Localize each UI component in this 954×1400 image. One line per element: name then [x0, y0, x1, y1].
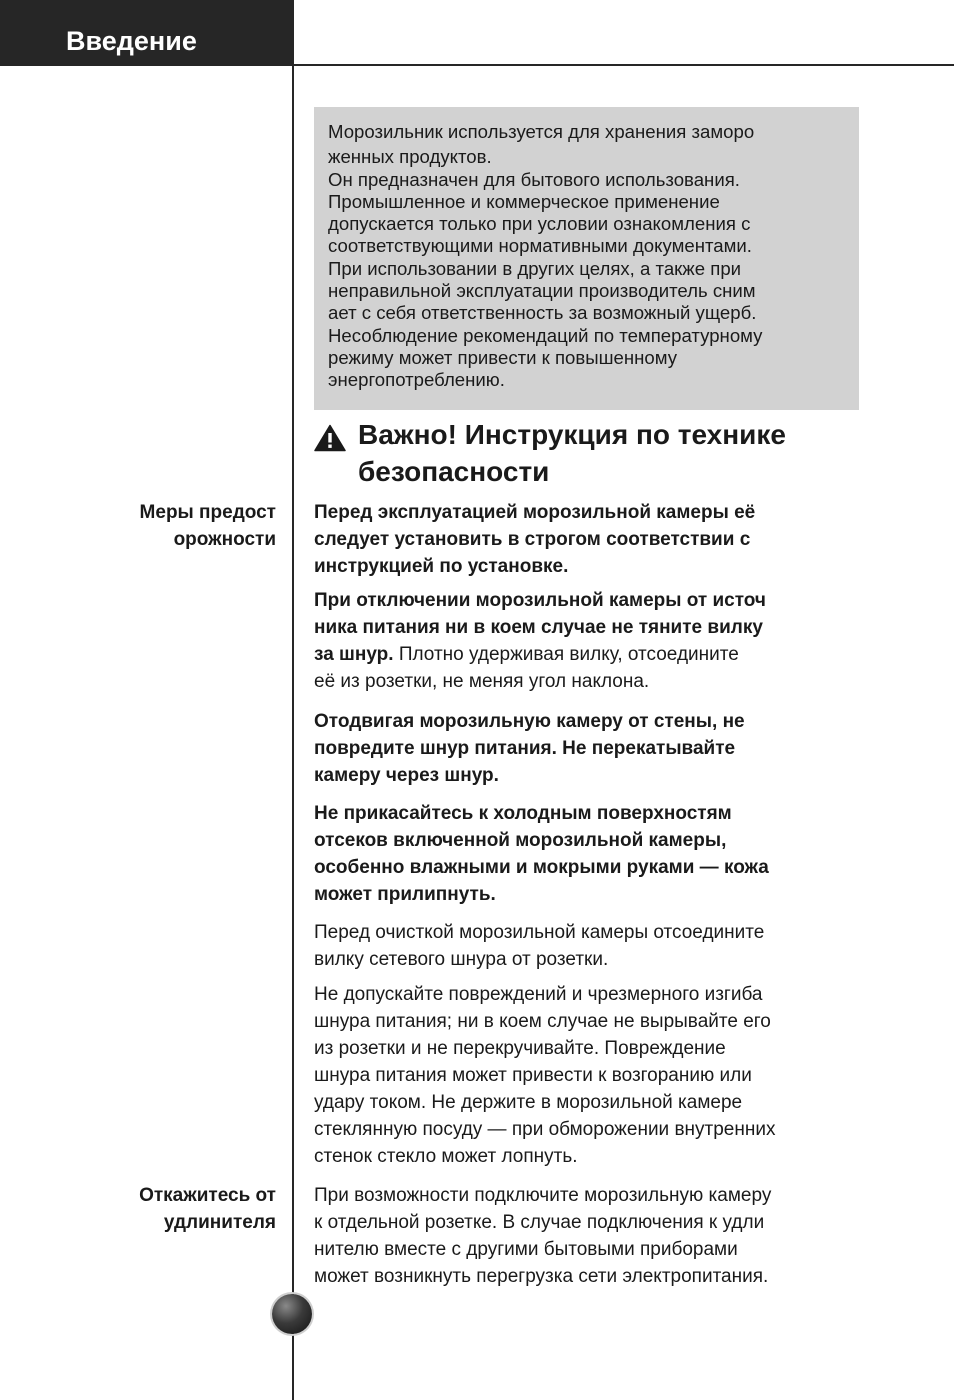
paragraph-line: удару током. Не держите в морозильной камере: [314, 1092, 743, 1113]
paragraph-cold-surfaces: [314, 800, 874, 908]
info-line: Несоблюдение рекомендаций по температурному: [328, 324, 763, 346]
paragraph-line: следует установить в строгом соответствии с: [314, 529, 751, 550]
paragraph-line: шнура питания может привести к возгоранию или: [314, 1065, 752, 1086]
paragraph-line: особенно влажными и мокрыми руками — кожа: [314, 857, 769, 878]
paragraph-line: ника питания ни в коем случае не тяните вилку: [314, 617, 763, 638]
info-line: Он предназначен для бытового использования.: [328, 168, 740, 190]
info-line: энергопотреблению.: [328, 369, 505, 391]
paragraph-line: шнура питания; ни в коем случае не вырывайте его: [314, 1011, 771, 1032]
header-tab: [0, 0, 294, 66]
paragraph-line: Не прикасайтесь к холодным поверхностям: [314, 803, 732, 824]
paragraph-installation: [314, 499, 874, 580]
side-label-precautions: [140, 499, 276, 553]
paragraph-bold-fragment: за шнур.: [314, 644, 394, 665]
info-line: неправильной эксплуатации производитель сним: [328, 280, 756, 302]
info-line: ает с себя ответственность за возможный ущерб.: [328, 302, 757, 324]
paragraph-normal-fragment: Плотно удерживая вилку, отсоедините: [393, 644, 739, 665]
paragraph-line: вилку сетевого шнура от розетки.: [314, 949, 609, 970]
info-box: [314, 107, 859, 410]
info-line: При использовании в других целях, а также при: [328, 257, 742, 279]
paragraph-line: повредите шнур питания. Не перекатывайте: [314, 738, 736, 759]
paragraph-line: к отдельной розетке. В случае подключения к удли: [314, 1212, 765, 1233]
paragraph-line: может прилипнуть.: [314, 884, 496, 905]
info-line: режиму может привести к повышенному: [328, 346, 678, 368]
paragraph-line: Отодвигая морозильную камеру от стены, не: [314, 711, 745, 732]
side-label-line: удлинителя: [163, 1212, 276, 1233]
paragraph-move-cord: [314, 708, 874, 789]
safety-title-line: безопасности: [358, 456, 550, 487]
paragraph-line: Перед очисткой морозильной камеры отсоедините: [314, 922, 765, 943]
paragraph-line: стеклянную посуду — при обморожении внутренних: [314, 1119, 776, 1140]
paragraph-line: нителю вместе с другими бытовыми приборами: [314, 1239, 738, 1260]
paragraph-line: Не допускайте повреждений и чрезмерного изгиба: [314, 984, 763, 1005]
paragraph-line: При отключении морозильной камеры от источ: [314, 590, 766, 611]
side-label-line: Меры предост: [139, 502, 276, 523]
margin-divider: [292, 66, 294, 1400]
paragraph-unplug: [314, 587, 874, 695]
paragraph-line: При возможности подключите морозильную камеру: [314, 1185, 772, 1206]
side-label-line: орожности: [173, 529, 276, 550]
info-line: Морозильник используется для хранения заморо: [328, 121, 755, 142]
paragraph-line: Перед эксплуатацией морозильной камеры её: [314, 502, 756, 523]
safety-title: [358, 416, 786, 490]
side-label-line: Откажитесь от: [139, 1185, 276, 1206]
paragraph-line: стенок стекло может лопнуть.: [314, 1146, 578, 1167]
paragraph-cleaning: [314, 919, 874, 973]
paragraph-line: может возникнуть перегрузка сети электропитания.: [314, 1266, 769, 1287]
safety-title-line: Важно! Инструкция по технике: [358, 419, 786, 450]
warning-triangle-icon: [314, 424, 346, 452]
paragraph-line: инструкцией по установке.: [314, 556, 569, 577]
info-line: допускается только при условии ознакомления с: [328, 213, 751, 235]
page-title: Введение: [66, 26, 197, 56]
info-line: женных продуктов.: [328, 146, 492, 168]
paragraph-extension: [314, 1182, 874, 1290]
paragraph-line: её из розетки, не меняя угол наклона.: [314, 671, 650, 692]
paragraph-line: из розетки и не перекручивайте. Повреждение: [314, 1038, 726, 1059]
info-line: соответствующими нормативными документами.: [328, 235, 752, 257]
paragraph-line: камеру через шнур.: [314, 765, 499, 786]
paragraph-cord-damage: [314, 981, 874, 1170]
paragraph-line-mixed: [314, 641, 874, 668]
paragraph-line: отсеков включенной морозильной камеры,: [314, 830, 727, 851]
page-marker-dot: [272, 1294, 312, 1334]
info-line: Промышленное и коммерческое применение: [328, 190, 720, 212]
header-rule: [294, 64, 954, 66]
side-label-extension: [139, 1182, 276, 1236]
